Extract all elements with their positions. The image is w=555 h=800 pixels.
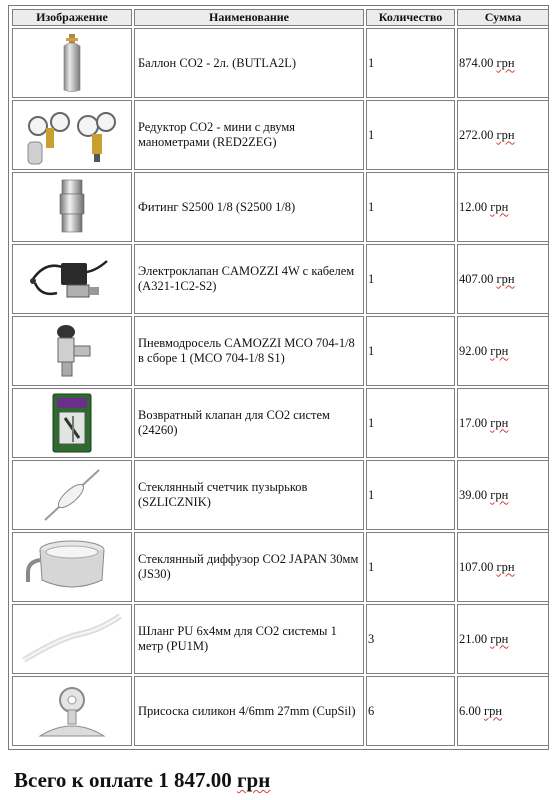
header-image: Изображение bbox=[12, 9, 132, 26]
product-sum bbox=[457, 532, 549, 602]
product-name: Электроклапан CAMOZZI 4W с кабелем (A321-1C2-S2) bbox=[134, 244, 364, 314]
product-sum bbox=[457, 316, 549, 386]
glass-diffuser-icon bbox=[24, 536, 120, 598]
product-sum bbox=[457, 460, 549, 530]
sum-amount: 21.00 bbox=[459, 631, 488, 646]
fitting-icon bbox=[52, 176, 92, 238]
product-image-cell bbox=[12, 676, 132, 746]
product-name: Баллон СО2 - 2л. (BUTLA2L) bbox=[134, 28, 364, 98]
sum-amount: 407.00 bbox=[459, 271, 494, 286]
sum-currency: грн bbox=[490, 631, 509, 646]
sum-amount: 874.00 bbox=[459, 55, 494, 70]
product-sum bbox=[457, 604, 549, 674]
total-to-pay bbox=[14, 768, 270, 793]
table-row bbox=[12, 604, 549, 674]
product-name: Фитинг S2500 1/8 (S2500 1/8) bbox=[134, 172, 364, 242]
sum-amount: 12.00 bbox=[459, 199, 488, 214]
product-name: Стеклянный счетчик пузырьков (SZLICZNIK) bbox=[134, 460, 364, 530]
suction-cup-icon bbox=[32, 680, 112, 742]
table-header-row bbox=[12, 9, 549, 26]
table-row bbox=[12, 676, 549, 746]
product-quantity: 6 bbox=[366, 676, 455, 746]
order-table bbox=[10, 7, 551, 748]
product-name: Возвратный клапан для СО2 систем (24260) bbox=[134, 388, 364, 458]
table-row bbox=[12, 532, 549, 602]
product-sum bbox=[457, 28, 549, 98]
product-sum bbox=[457, 676, 549, 746]
sum-amount: 272.00 bbox=[459, 127, 494, 142]
sum-currency: грн bbox=[496, 271, 515, 286]
product-quantity: 1 bbox=[366, 460, 455, 530]
product-sum bbox=[457, 100, 549, 170]
product-image-cell bbox=[12, 532, 132, 602]
header-name: Наименование bbox=[134, 9, 364, 26]
product-image-cell bbox=[12, 316, 132, 386]
product-quantity: 1 bbox=[366, 388, 455, 458]
product-quantity: 1 bbox=[366, 244, 455, 314]
table-row bbox=[12, 388, 549, 458]
product-quantity: 1 bbox=[366, 316, 455, 386]
sum-amount: 39.00 bbox=[459, 487, 488, 502]
product-sum bbox=[457, 388, 549, 458]
table-row bbox=[12, 100, 549, 170]
product-name: Стеклянный диффузор СО2 JAPAN 30мм (JS30) bbox=[134, 532, 364, 602]
product-name: Присоска силикон 4/6mm 27mm (CupSil) bbox=[134, 676, 364, 746]
product-image-cell bbox=[12, 388, 132, 458]
sum-amount: 6.00 bbox=[459, 703, 481, 718]
pressure-regulator-icon bbox=[26, 104, 118, 166]
product-image-cell bbox=[12, 100, 132, 170]
product-name: Редуктор СО2 - мини с двумя манометрами (RED2ZEG) bbox=[134, 100, 364, 170]
total-amount: 1 847.00 bbox=[158, 768, 232, 792]
sum-amount: 107.00 bbox=[459, 559, 494, 574]
total-label: Всего к оплате bbox=[14, 768, 153, 792]
sum-currency: грн bbox=[490, 415, 509, 430]
product-image-cell bbox=[12, 28, 132, 98]
sum-currency: грн bbox=[484, 703, 503, 718]
sum-amount: 17.00 bbox=[459, 415, 488, 430]
pu-hose-icon bbox=[20, 608, 124, 670]
sum-currency: грн bbox=[496, 55, 515, 70]
product-image-cell bbox=[12, 244, 132, 314]
sum-amount: 92.00 bbox=[459, 343, 488, 358]
table-row bbox=[12, 244, 549, 314]
product-image-cell bbox=[12, 172, 132, 242]
table-row bbox=[12, 28, 549, 98]
sum-currency: грн bbox=[490, 487, 509, 502]
product-image-cell bbox=[12, 604, 132, 674]
product-name: Шланг PU 6х4мм для СО2 системы 1 метр (PU1M) bbox=[134, 604, 364, 674]
product-quantity: 3 bbox=[366, 604, 455, 674]
solenoid-valve-icon bbox=[27, 249, 117, 309]
table-row bbox=[12, 460, 549, 530]
product-quantity: 1 bbox=[366, 100, 455, 170]
product-image-cell bbox=[12, 460, 132, 530]
product-name: Пневмодросель CAMOZZI MCO 704-1/8 в сборе 1 (MCO 704-1/8 S1) bbox=[134, 316, 364, 386]
table-row bbox=[12, 172, 549, 242]
table-row bbox=[12, 316, 549, 386]
co2-cylinder-icon bbox=[52, 32, 92, 94]
sum-currency: грн bbox=[496, 559, 515, 574]
header-quantity: Количество bbox=[366, 9, 455, 26]
order-table-frame bbox=[8, 5, 549, 750]
needle-valve-icon bbox=[42, 320, 102, 382]
total-currency: грн bbox=[237, 768, 271, 792]
product-sum bbox=[457, 172, 549, 242]
sum-currency: грн bbox=[490, 199, 509, 214]
sum-currency: грн bbox=[490, 343, 509, 358]
product-sum bbox=[457, 244, 549, 314]
product-quantity: 1 bbox=[366, 28, 455, 98]
check-valve-package-icon bbox=[49, 392, 95, 454]
sum-currency: грн bbox=[496, 127, 515, 142]
glass-bubble-counter-icon bbox=[37, 464, 107, 526]
product-quantity: 1 bbox=[366, 532, 455, 602]
header-sum: Сумма bbox=[457, 9, 549, 26]
product-quantity: 1 bbox=[366, 172, 455, 242]
